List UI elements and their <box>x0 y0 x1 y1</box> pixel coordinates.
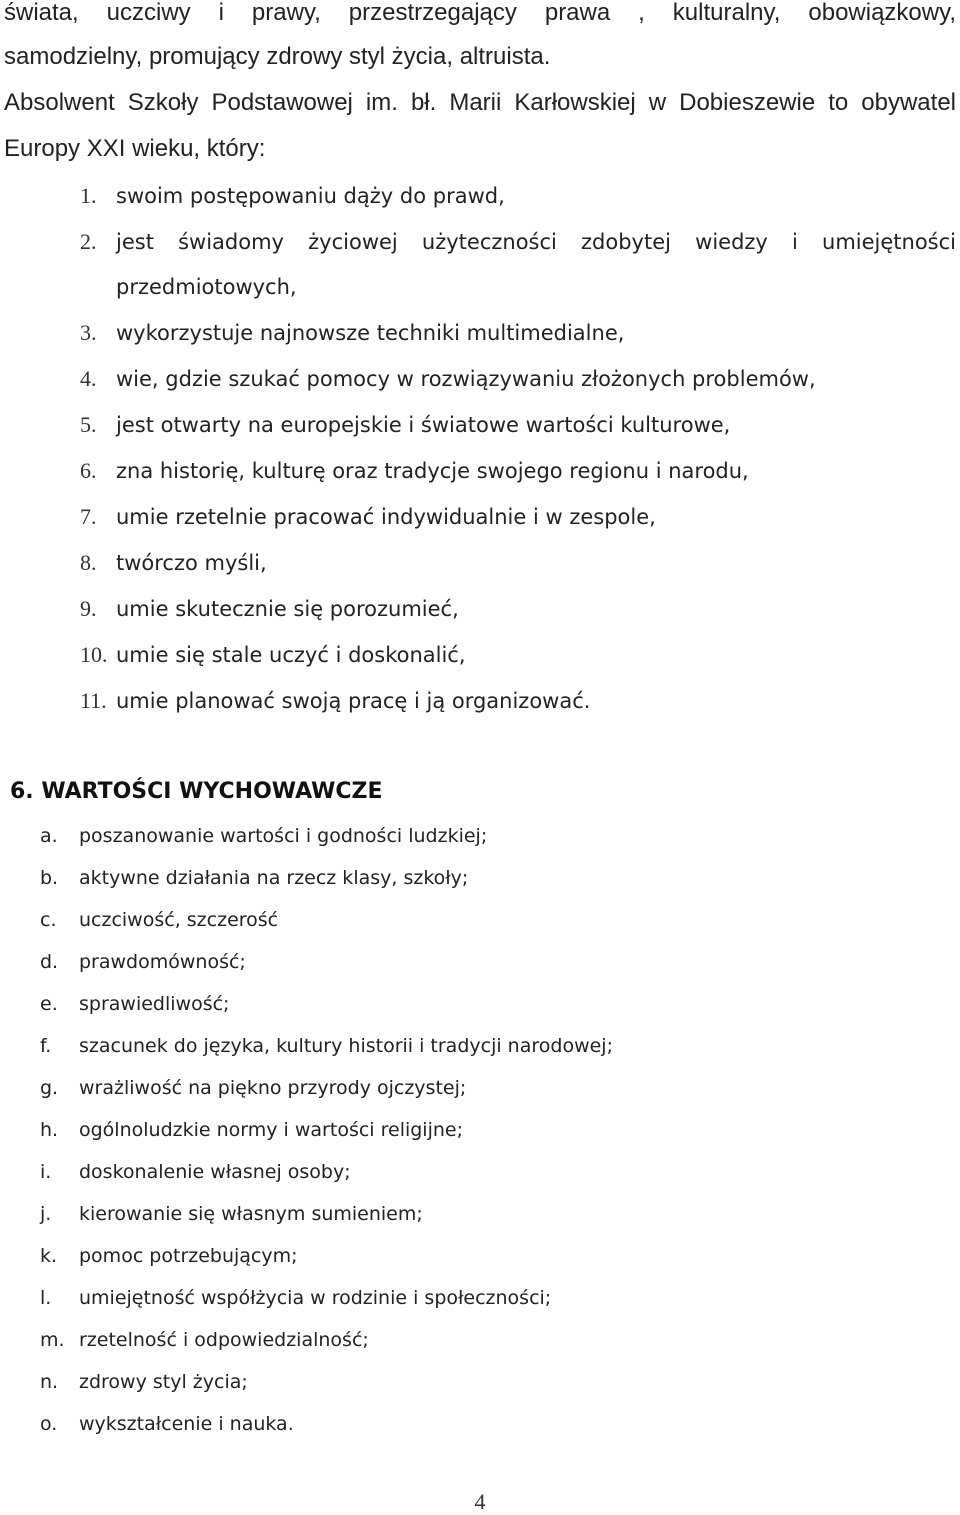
list-item-number: 6. <box>80 458 97 483</box>
values-item-letter: k. <box>40 1245 58 1267</box>
values-item-letter: d. <box>40 951 59 973</box>
list-item-number: 10. <box>80 642 108 667</box>
values-item-letter: j. <box>40 1203 52 1225</box>
list-item-number: 5. <box>80 412 97 437</box>
list-item-text: umie rzetelnie pracować indywidualnie i w zespole, <box>116 505 656 529</box>
list-item-number: 1. <box>80 183 97 208</box>
list-item-text: swoim postępowaniu dąży do prawd, <box>116 184 505 208</box>
values-item-text: wrażliwość na piękno przyrody ojczystej; <box>79 1077 467 1099</box>
intro-line-3: Absolwent Szkoły Podstawowej im. bł. Marii Karłowskiej w Dobieszewie to obywatel <box>4 89 956 116</box>
intro-line-2: samodzielny, promujący zdrowy styl życia, altruista. <box>4 43 551 70</box>
list-item-text: umie skutecznie się porozumieć, <box>116 597 459 621</box>
list-item-text: wykorzystuje najnowsze techniki multimedialne, <box>116 321 625 345</box>
values-item-text: sprawiedliwość; <box>79 993 230 1015</box>
values-item-letter: n. <box>40 1371 59 1393</box>
values-item-letter: f. <box>40 1035 52 1057</box>
list-item-text: wie, gdzie szukać pomocy w rozwiązywaniu złożonych problemów, <box>116 367 816 391</box>
list-item-text-continuation: przedmiotowych, <box>116 275 297 299</box>
values-item-text: poszanowanie wartości i godności ludzkiej; <box>79 825 488 847</box>
list-item-text: umie planować swoją pracę i ją organizować. <box>116 689 591 713</box>
list-item-text: umie się stale uczyć i doskonalić, <box>116 643 466 667</box>
values-item-letter: e. <box>40 993 58 1015</box>
intro-line-4: Europy XXI wieku, który: <box>4 135 266 162</box>
values-item-letter: l. <box>40 1287 52 1309</box>
list-item-text: jest otwarty na europejskie i światowe wartości kulturowe, <box>116 413 731 437</box>
values-item-letter: a. <box>40 825 58 847</box>
list-item-text: twórczo myśli, <box>116 551 267 575</box>
values-item-letter: g. <box>40 1077 59 1099</box>
values-item-text: pomoc potrzebującym; <box>79 1245 298 1267</box>
list-item-number: 7. <box>80 504 97 529</box>
values-item-text: ogólnoludzkie normy i wartości religijne; <box>79 1119 463 1141</box>
values-item-letter: h. <box>40 1119 59 1141</box>
values-item-text: szacunek do języka, kultury historii i tradycji narodowej; <box>79 1035 613 1057</box>
list-item-text: zna historię, kulturę oraz tradycje swojego regionu i narodu, <box>116 459 749 483</box>
values-item-text: prawdomówność; <box>79 951 246 973</box>
values-item-text: rzetelność i odpowiedzialność; <box>79 1329 369 1351</box>
values-item-text: umiejętność współżycia w rodzinie i społeczności; <box>79 1287 552 1309</box>
list-item-number: 11. <box>80 688 107 713</box>
list-item-number: 3. <box>80 320 97 345</box>
list-item-number: 2. <box>80 229 97 254</box>
values-item-letter: b. <box>40 867 59 889</box>
intro-line-1: świata, uczciwy i prawy, przestrzegający prawa , kulturalny, obowiązkowy, <box>4 0 956 26</box>
values-item-text: kierowanie się własnym sumieniem; <box>79 1203 423 1225</box>
list-item-number: 4. <box>80 366 97 391</box>
values-item-letter: m. <box>40 1329 65 1351</box>
values-item-letter: i. <box>40 1161 52 1183</box>
page-number: 4 <box>474 1489 486 1514</box>
values-item-text: uczciwość, szczerość <box>79 909 279 931</box>
list-item-text: jest świadomy życiowej użyteczności zdobytej wiedzy i umiejętności <box>116 230 956 254</box>
list-item-number: 8. <box>80 550 97 575</box>
values-item-text: doskonalenie własnej osoby; <box>79 1161 351 1183</box>
values-item-text: aktywne działania na rzecz klasy, szkoły; <box>79 867 469 889</box>
values-item-text: wykształcenie i nauka. <box>79 1413 294 1435</box>
values-item-letter: o. <box>40 1413 58 1435</box>
list-item-number: 9. <box>80 596 97 621</box>
values-item-letter: c. <box>40 909 57 931</box>
section-heading: 6. WARTOŚCI WYCHOWAWCZE <box>10 779 383 804</box>
values-item-text: zdrowy styl życia; <box>79 1371 248 1393</box>
